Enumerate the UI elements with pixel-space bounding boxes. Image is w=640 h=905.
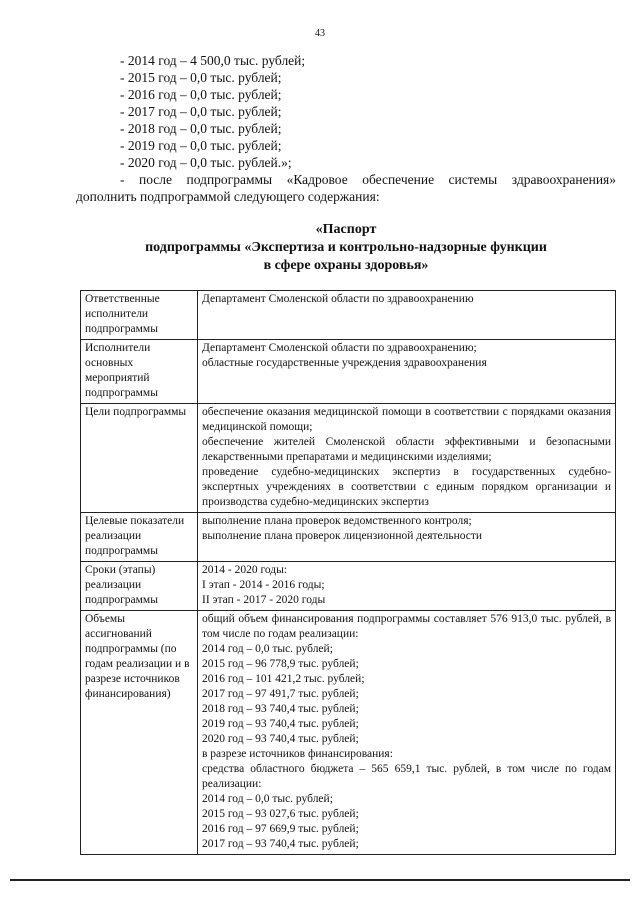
table-row	[81, 562, 616, 611]
content-line: общий объем финансирования подпрограммы составляет 576 913,0 тыс. рублей, в том числе по годам реализации:	[202, 613, 611, 640]
content-line: Департамент Смоленской области по здравоохранению	[202, 293, 474, 305]
heading-line: подпрограммы «Экспертиза и контрольно-надзорные функции	[145, 240, 547, 255]
content-line: 2014 - 2020 годы:	[202, 564, 288, 576]
content-line: выполнение плана проверок лицензионной деятельности	[202, 530, 483, 542]
page-number: 43	[315, 28, 325, 39]
row-label: Объемы ассигнований подпрограммы (по годам реализации и в разрезе источников финансирования)	[81, 611, 198, 855]
list-item: - 2020 год – 0,0 тыс. рублей.»;	[120, 155, 292, 170]
page-bottom-rule	[10, 879, 630, 881]
row-content	[198, 562, 616, 611]
row-content	[198, 404, 616, 513]
heading-line: в сфере охраны здоровья»	[263, 258, 429, 273]
content-line: Департамент Смоленской области по здравоохранению;	[202, 342, 477, 354]
list-item: - 2015 год – 0,0 тыс. рублей;	[120, 70, 282, 85]
row-label: Сроки (этапы) реализации подпрограммы	[81, 562, 198, 611]
content-line: 2016 год – 97 669,9 тыс. рублей;	[202, 823, 359, 835]
content-line: 2015 год – 96 778,9 тыс. рублей;	[202, 658, 359, 670]
list-item: - 2018 год – 0,0 тыс. рублей;	[120, 121, 282, 136]
content-line: II этап - 2017 - 2020 годы	[202, 594, 326, 606]
paragraph-line: - после подпрограммы «Кадровое обеспечение системы здравоохранения»	[120, 172, 616, 187]
content-line: 2020 год – 93 740,4 тыс. рублей;	[202, 733, 359, 745]
content-line: в разрезе источников финансирования:	[202, 748, 393, 760]
table-row	[81, 291, 616, 340]
table-row	[81, 611, 616, 855]
passport-heading	[76, 221, 616, 275]
list-item: - 2014 год – 4 500,0 тыс. рублей;	[120, 53, 306, 68]
content-line: проведение судебно-медицинских экспертиз в государственных судебно-экспертных учреждениях в соответствии с единым порядком организации и производства судебно-медицинских экспертиз	[202, 466, 611, 508]
content-line: областные государственные учреждения здравоохранения	[202, 357, 487, 369]
content-line: 2014 год – 0,0 тыс. рублей;	[202, 643, 333, 655]
intro-text	[76, 52, 616, 205]
row-label: Цели подпрограммы	[81, 404, 198, 513]
row-content	[198, 611, 616, 855]
row-label: Целевые показатели реализации подпрограммы	[81, 513, 198, 562]
paragraph-line: дополнить подпрограммой следующего содержания:	[76, 189, 380, 204]
row-content	[198, 291, 616, 340]
content-line: обеспечение оказания медицинской помощи в соответствии с порядками оказания медицинской помощи;	[202, 406, 611, 433]
content-line: 2016 год – 101 421,2 тыс. рублей;	[202, 673, 365, 685]
row-label: Ответственные исполнители подпрограммы	[81, 291, 198, 340]
list-item: - 2019 год – 0,0 тыс. рублей;	[120, 138, 282, 153]
content-line: выполнение плана проверок ведомственного контроля;	[202, 515, 472, 527]
table-row	[81, 340, 616, 404]
content-line: 2017 год – 97 491,7 тыс. рублей;	[202, 688, 359, 700]
passport-table	[80, 290, 616, 855]
content-line: 2017 год – 93 740,4 тыс. рублей;	[202, 838, 359, 850]
content-line: обеспечение жителей Смоленской области эффективными и безопасными лекарственными препаратами и медицинскими изделиями;	[202, 436, 611, 463]
heading-line: «Паспорт	[315, 222, 377, 237]
row-content	[198, 340, 616, 404]
list-item: - 2017 год – 0,0 тыс. рублей;	[120, 104, 282, 119]
list-item: - 2016 год – 0,0 тыс. рублей;	[120, 87, 282, 102]
row-content	[198, 513, 616, 562]
row-label: Исполнители основных мероприятий подпрограммы	[81, 340, 198, 404]
content-line: 2018 год – 93 740,4 тыс. рублей;	[202, 703, 359, 715]
content-line: 2015 год – 93 027,6 тыс. рублей;	[202, 808, 359, 820]
table-row	[81, 513, 616, 562]
table-row	[81, 404, 616, 513]
content-line: I этап - 2014 - 2016 годы;	[202, 579, 325, 591]
content-line: 2019 год – 93 740,4 тыс. рублей;	[202, 718, 359, 730]
content-line: средства областного бюджета – 565 659,1 тыс. рублей, в том числе по годам реализации:	[202, 763, 611, 790]
content-line: 2014 год – 0,0 тыс. рублей;	[202, 793, 333, 805]
